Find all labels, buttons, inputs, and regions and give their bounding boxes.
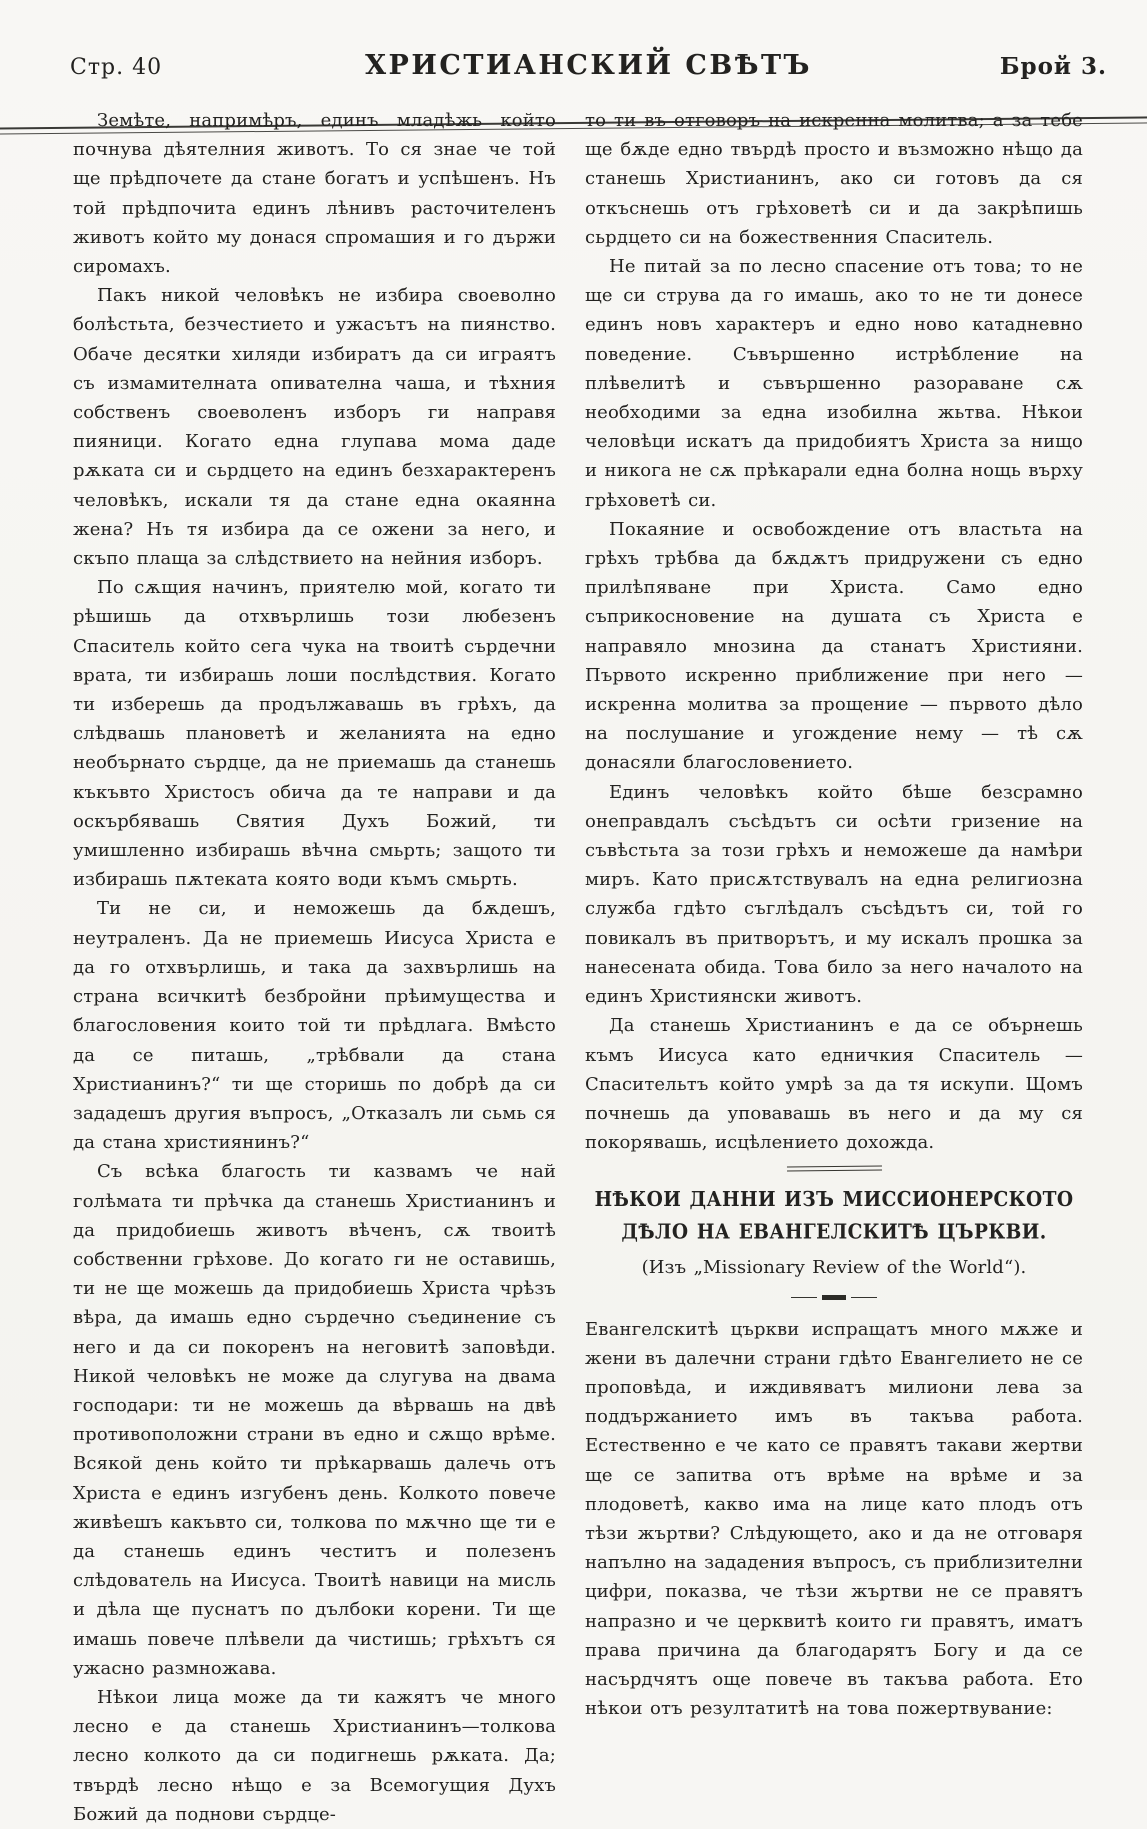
issue-number-label: Брой 3. <box>999 53 1107 80</box>
page-number-label: Стр. 40 <box>70 55 163 80</box>
paragraph: то ти въ отговоръ на искренна молитва; а за тебе ще бѫде едно твърдѣ просто и възможно нѣщо да станешь Христианинъ, ако си готовъ да ся откъснешь отъ грѣховетѣ си и да закрѣпишь сьрдцето си на божественния Спаситель. <box>585 110 1083 248</box>
paragraph: Не питай за по лесно спасение отъ това; то не ще си струва да го имашь, ако то не ти донесе единъ новъ характеръ и едно ново катадневно поведение. Съвършенно истрѣбление на плѣвелитѣ и съвършенно разораване сѫ необходими за една изобилна жьтва. Нѣкои человѣци искатъ да придобиятъ Христа за нищо и никога не сѫ прѣкарали една болна нощь върху грѣховетѣ си. <box>585 256 1083 511</box>
section-divider-rule <box>786 1166 881 1172</box>
paragraph: Пакъ никой человѣкъ не избира своеволно болѣстьта, безчестието и ужасътъ на пиянство. Обаче десятки хиляди избиратъ да си играятъ съ измамителната опивателна чаша, и тѣхния собственъ своеволенъ изборъ ги направя пияници. Когато една глупава мома даде рѫката си и сьрдцето на единъ безхарактеренъ человѣкъ, искали тя да стане една окаянна жена? Нъ тя избира да се ожени за него, и скъпо плаща за слѣдствието на нейния изборъ. <box>73 285 556 570</box>
right-column <box>585 106 1083 1829</box>
article-source-line: (Изъ „Missionary Review of the World“). <box>641 1257 1027 1279</box>
page-header <box>70 50 1107 81</box>
text-columns <box>73 106 1083 1829</box>
left-column <box>73 106 556 1829</box>
masthead-title: ХРИСТИАНСКИЙ СВѢТЪ <box>365 50 812 81</box>
paragraph: Съ всѣка благость ти казвамъ че най голѣмата ти прѣчка да станешь Христианинъ и да придобиешь животъ вѣченъ, сѫ твоитѣ собственни грѣхове. До когато ги не оставишь, ти не ще можешь да придобиешь Христа чрѣзъ вѣра, да имашь едно сърдечно съединение съ него и да си покоренъ на неговитѣ заповѣди. Никой человѣкъ не може да слугува на двама господари: ти не можешь да вѣрвашь на двѣ противоположни страни въ едно и сѫщо врѣме. Всякой день който ти прѣкарвашь далечь отъ Христа е единъ изгубенъ день. Колкото повече живѣешъ какъвто си, толкова по мѫчно ще ти е да станешь единъ честитъ и полезенъ слѣдователь на Иисуса. Твоитѣ навици на мисль и дѣла ще пуснатъ по дълбоки корени. Ти ще имашь повече плѣвели да чистишь; грѣхътъ ся ужасно размножава. <box>73 1161 556 1679</box>
paragraph: Покаяние и освобождение отъ властьта на грѣхъ трѣбва да бѫдѫтъ придружени съ едно прилѣпяване при Христа. Само едно съприкосновение на душата съ Христа е направяло мнозина да станатъ Християни. Първото искренно приближение при него — искренна молитва за прощение — първото дѣло на послушание и угождение нему — тѣ сѫ донасяли благословението. <box>585 518 1083 774</box>
divider-thin-dash-icon <box>791 1297 817 1299</box>
ornament-divider <box>585 1287 1083 1309</box>
paragraph: Евангелскитѣ църкви испращатъ много мѫже и жени въ далечни страни гдѣто Евангелието не се проповѣда, и иждивяватъ милиони лева за поддържанието имъ въ такъва работа. Естественно е че като се правятъ такави жертви ще се запитва отъ врѣме на врѣме и за плодоветѣ, какво има на лице като плодъ отъ тѣзи жъртви? Слѣдующето, ако и да не отговаря напълно на зададения въпросъ, съ приблизителни цифри, показва, че тѣзи жъртви не се правятъ напразно и че церквитѣ които ги правятъ, иматъ права причина да благодарятъ Богу и да се насърдчятъ още повече въ такъва работа. Ето нѣкои отъ резултатитѣ на това пожертвувание: <box>585 1318 1084 1720</box>
article-heading: НѢКОИ ДАННИ ИЗЪ МИССИОНЕРСКОТО ДѢЛО НА ЕВАНГЕЛСКИТѢ ЦЪРКВИ. <box>594 1189 1074 1245</box>
divider-thin-dash-icon <box>851 1297 877 1299</box>
paragraph: Нѣкои лица може да ти кажятъ че много лесно е да станешь Христианинъ—толкова лесно колкото да си подигнешь рѫката. Да; твърдѣ лесно нѣщо е за Всемогущия Духъ Божий да поднови сърдце- <box>73 1686 556 1825</box>
divider-thick-dash-icon <box>822 1295 846 1300</box>
paragraph: Земѣте, напримѣръ, единъ младѣжь който почнува дѣятелния животъ. То ся знае че той ще прѣдпочете да стане богатъ и успѣшенъ. Нъ той прѣдпочита единъ лѣнивъ расточителенъ животъ който му донася спромашия и го държи сиромахъ. <box>73 110 556 278</box>
paragraph: Да станешь Христианинъ е да се обърнешь къмъ Иисуса като едничкия Спаситель — Спасительтъ който умрѣ за да тя искупи. Щомъ почнешь да уповавашь въ него и да му ся покорявашь, исцѣлението дохожда. <box>585 1015 1083 1154</box>
paragraph: По сѫщия начинъ, приятелю мой, когато ти рѣшишь да отхвърлишь този любезенъ Спаситель който сега чука на твоитѣ сърдечни врата, ти избирашь лоши послѣдствия. Когато ти изберешь да продължавашь въ грѣхъ, да слѣдвашь плановетѣ и желанията на едно необърнато сърдце, да не приемашь да станешь къкъвто Христосъ обича да те направи и да оскърбявашь Святия Духъ Божий, ти умишленно избирашь вѣчна смьрть; защото ти избирашь пѫтеката която води къмъ смьрть. <box>73 577 556 891</box>
paragraph: Единъ человѣкъ който бѣше безсрамно онеправдалъ съсѣдътъ си осѣти гризение на съвѣстьта за този грѣхъ и неможеше да намѣри миръ. Като присѫтствувалъ на една религиозна служба гдѣто съглѣдалъ съсѣдътъ си, той го повикалъ въ притворътъ, и му искалъ прошка за нанесената обида. Това било за него началото на единъ Християнски животъ. <box>585 781 1083 1008</box>
paragraph: Ти не си, и неможешь да бѫдешъ, неутраленъ. Да не приемешь Иисуса Христа е да го отхвърлишь, и така да захвърлишь на страна всичкитѣ безбройни прѣимущества и благословения които той ти прѣдлага. Вмѣсто да се питашь, „трѣбвали да стана Христианинъ?“ ти ще сторишь по добрѣ да си зададешъ другия въпросъ, „Отказалъ ли сьмь ся да стана християнинъ?“ <box>73 898 556 1154</box>
